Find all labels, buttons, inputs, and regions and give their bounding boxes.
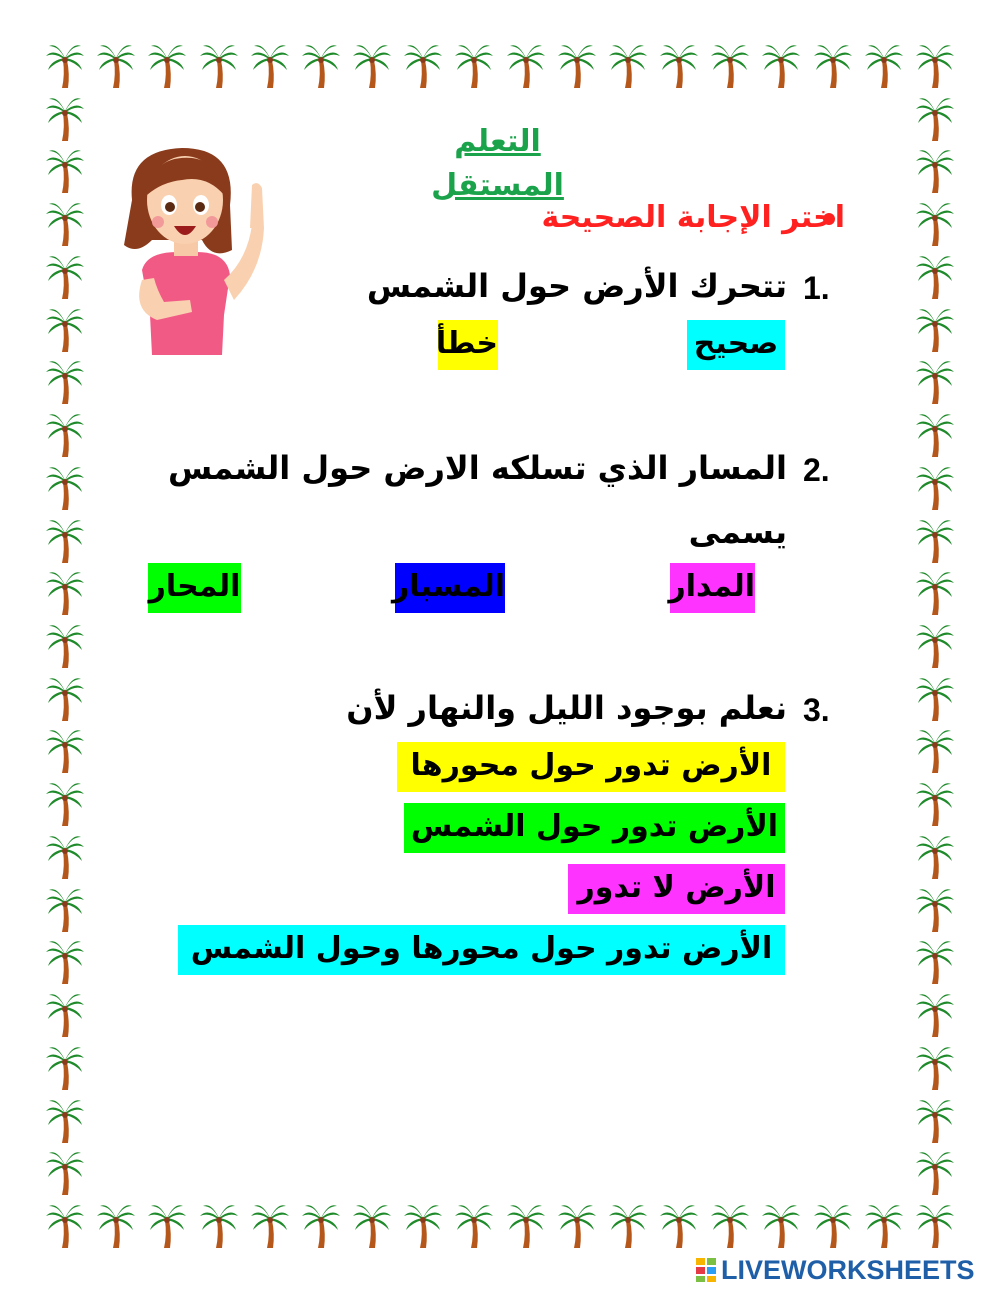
palm-tree-icon (915, 462, 955, 512)
answer-oyster-option[interactable]: المحار (148, 563, 241, 613)
palm-tree-icon (813, 40, 853, 90)
palm-tree-icon (608, 1200, 648, 1250)
palm-tree-icon (915, 1042, 955, 1092)
question-2-text-line1: المسار الذي تسلكه الارض حول الشمس (168, 449, 787, 487)
palm-tree-icon (915, 1095, 955, 1145)
palm-tree-icon (45, 884, 85, 934)
page-title: التعلم المستقل (431, 124, 564, 203)
palm-tree-icon (915, 1147, 955, 1197)
palm-tree-icon (915, 989, 955, 1039)
palm-tree-icon (45, 989, 85, 1039)
palm-tree-icon (301, 1200, 341, 1250)
palm-tree-icon (45, 304, 85, 354)
palm-tree-icon (761, 1200, 801, 1250)
palm-tree-icon (915, 1200, 955, 1250)
palm-tree-icon (557, 1200, 597, 1250)
palm-tree-icon (915, 145, 955, 195)
question-2-text-line2: يسمى (688, 513, 787, 551)
palm-tree-icon (915, 198, 955, 248)
palm-tree-icon (96, 1200, 136, 1250)
palm-tree-icon (915, 409, 955, 459)
palm-tree-icon (199, 40, 239, 90)
palm-tree-icon (352, 40, 392, 90)
liveworksheets-logo[interactable] (695, 1255, 975, 1285)
palm-tree-icon (45, 1095, 85, 1145)
palm-tree-icon (403, 1200, 443, 1250)
palm-tree-icon (915, 251, 955, 301)
palm-tree-icon (45, 198, 85, 248)
palm-tree-icon (45, 831, 85, 881)
palm-tree-icon (659, 40, 699, 90)
palm-tree-icon (147, 1200, 187, 1250)
answer-orbits-sun-option[interactable]: الأرض تدور حول الشمس (404, 803, 785, 853)
palm-tree-icon (45, 778, 85, 828)
palm-tree-icon (915, 304, 955, 354)
answer-rotates-axis-option[interactable]: الأرض تدور حول محورها (397, 742, 785, 792)
palm-tree-icon (761, 40, 801, 90)
palm-tree-icon (45, 567, 85, 617)
palm-tree-icon (45, 462, 85, 512)
palm-tree-icon (915, 725, 955, 775)
palm-tree-icon (659, 1200, 699, 1250)
instruction-text: اختر الإجابة الصحيحة (541, 200, 845, 235)
palm-tree-icon (250, 1200, 290, 1250)
palm-tree-icon (454, 40, 494, 90)
palm-tree-icon (45, 1042, 85, 1092)
palm-tree-icon (915, 356, 955, 406)
answer-orbit-option[interactable]: المدار (670, 563, 755, 613)
answer-probe-option[interactable]: المسبار (395, 563, 505, 613)
palm-tree-icon (813, 1200, 853, 1250)
palm-tree-icon (45, 409, 85, 459)
palm-tree-icon (45, 515, 85, 565)
question-3-text: نعلم بوجود الليل والنهار لأن (346, 689, 787, 727)
palm-tree-icon (250, 40, 290, 90)
answer-axis-and-sun-option[interactable]: الأرض تدور حول محورها وحول الشمس (178, 925, 785, 975)
palm-tree-icon (915, 884, 955, 934)
liveworksheets-logo-icon (695, 1257, 717, 1283)
question-2-number: 2. (803, 452, 830, 488)
palm-tree-icon (199, 1200, 239, 1250)
palm-tree-icon (45, 673, 85, 723)
palm-tree-icon (301, 40, 341, 90)
palm-tree-icon (45, 1147, 85, 1197)
palm-tree-icon (45, 251, 85, 301)
palm-tree-icon (45, 356, 85, 406)
answer-does-not-rotate-option[interactable]: الأرض لا تدور (568, 864, 785, 914)
palm-tree-icon (45, 40, 85, 90)
teacher-girl-illustration (112, 140, 282, 360)
palm-tree-icon (403, 40, 443, 90)
question-3-number: 3. (803, 692, 830, 728)
palm-tree-icon (915, 515, 955, 565)
palm-tree-icon (147, 40, 187, 90)
palm-tree-icon (915, 620, 955, 670)
palm-tree-icon (915, 567, 955, 617)
palm-tree-icon (915, 93, 955, 143)
answer-true-option[interactable]: صحيح (687, 320, 785, 370)
palm-tree-icon (864, 1200, 904, 1250)
palm-tree-icon (45, 93, 85, 143)
palm-tree-icon (915, 778, 955, 828)
palm-tree-icon (915, 831, 955, 881)
palm-tree-icon (45, 145, 85, 195)
palm-tree-icon (45, 620, 85, 670)
palm-tree-icon (45, 1200, 85, 1250)
palm-tree-icon (608, 40, 648, 90)
answer-false-option[interactable]: خطأ (438, 320, 498, 370)
palm-tree-icon (915, 673, 955, 723)
question-1-text: تتحرك الأرض حول الشمس (366, 267, 787, 305)
question-1-number: 1. (803, 270, 830, 306)
palm-tree-icon (557, 40, 597, 90)
palm-tree-icon (96, 40, 136, 90)
palm-tree-icon (710, 1200, 750, 1250)
palm-tree-icon (915, 40, 955, 90)
palm-tree-icon (454, 1200, 494, 1250)
palm-tree-icon (915, 936, 955, 986)
brand-name: LIVEWORKSHEETS (721, 1254, 975, 1285)
palm-tree-icon (45, 936, 85, 986)
palm-tree-icon (506, 1200, 546, 1250)
palm-tree-icon (45, 725, 85, 775)
palm-tree-icon (710, 40, 750, 90)
palm-tree-icon (352, 1200, 392, 1250)
palm-tree-icon (864, 40, 904, 90)
palm-tree-icon (506, 40, 546, 90)
